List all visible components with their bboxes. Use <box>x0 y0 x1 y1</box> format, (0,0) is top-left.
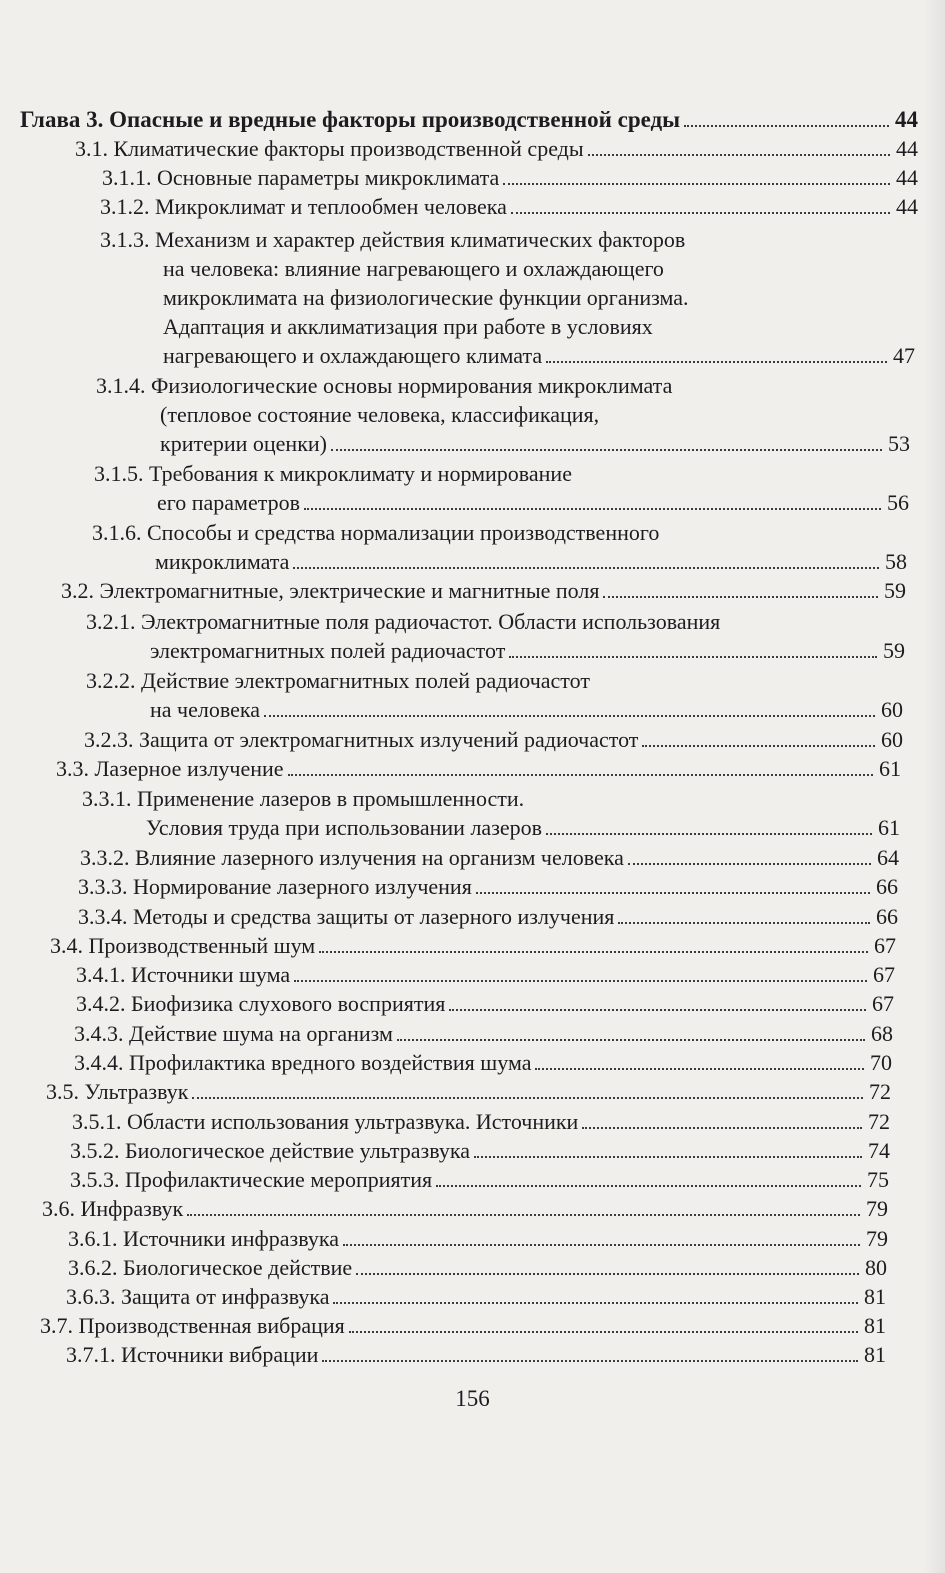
toc-page-number: 70 <box>870 1050 892 1075</box>
toc-section-3-4-1 <box>76 961 895 989</box>
toc-page-number: 44 <box>896 136 918 161</box>
toc-section-3-6-1 <box>68 1225 888 1253</box>
toc-entry-title: 3.5.2. Биологическое действие ультразвука <box>70 1138 470 1163</box>
toc-entry-title: микроклимата <box>155 549 290 574</box>
toc-leader-dots <box>628 863 871 865</box>
toc-section-3-2-2-line-1: 3.2.2. Действие электромагнитных полей радиочастот <box>86 668 590 693</box>
toc-leader-dots <box>509 656 877 658</box>
toc-section-3-1-3-line-5 <box>163 342 915 370</box>
toc-page-number: 58 <box>885 549 907 574</box>
toc-section-3-1-3-line-3: микроклимата на физиологические функции организма. <box>163 285 689 310</box>
toc-entry-title: электромагнитных полей радиочастот <box>150 638 506 663</box>
toc-section-3-1-5-line-2 <box>157 489 909 517</box>
toc-entry-title: 3.1. Климатические факторы производственной среды <box>75 136 584 161</box>
toc-page-number: 60 <box>881 697 903 722</box>
toc-page-number: 53 <box>888 431 910 456</box>
toc-section-3-1-4-line-2: (тепловое состояние человека, классификация, <box>160 402 600 427</box>
toc-page-number: 79 <box>866 1226 888 1251</box>
toc-entry-title: 3.4.4. Профилактика вредного воздействия шума <box>74 1050 532 1075</box>
toc-leader-dots <box>618 922 870 924</box>
toc-chapter-3 <box>20 106 918 134</box>
toc-entry-title: его параметров <box>157 490 300 515</box>
toc-leader-dots <box>331 449 882 451</box>
toc-leader-dots <box>397 1039 865 1041</box>
toc-section-3-1-3-line-1: 3.1.3. Механизм и характер действия климатических факторов <box>100 227 686 252</box>
toc-leader-dots <box>642 745 875 747</box>
toc-section-3-2-1-line-1: 3.2.1. Электромагнитные поля радиочастот. Области использования <box>86 609 721 634</box>
toc-section-3-3-3 <box>78 873 898 901</box>
toc-entry-title: 3.3.2. Влияние лазерного излучения на организм человека <box>80 845 624 870</box>
toc-page-number: 75 <box>867 1167 889 1192</box>
toc-leader-dots <box>546 361 887 363</box>
toc-entry-title: 3.6.1. Источники инфразвука <box>68 1226 339 1251</box>
toc-page-number: 67 <box>872 991 894 1016</box>
toc-page-number: 47 <box>893 343 915 368</box>
toc-entry-title: 3.4.2. Биофизика слухового восприятия <box>76 991 446 1016</box>
toc-leader-dots <box>582 1127 862 1129</box>
toc-section-3-2 <box>61 577 906 605</box>
toc-page-number: 74 <box>868 1138 890 1163</box>
toc-section-3-5-3 <box>70 1166 889 1194</box>
toc-entry-title: 3.5.1. Области использования ультразвука. Источники <box>72 1109 579 1134</box>
toc-section-3-5-2 <box>70 1137 890 1165</box>
toc-section-3-2-2-line-2 <box>150 696 903 724</box>
toc-section-3-3-1-line-2 <box>146 814 900 842</box>
toc-leader-dots <box>293 567 879 569</box>
toc-leader-dots <box>546 833 872 835</box>
toc-section-3-4-3 <box>74 1020 893 1048</box>
toc-leader-dots <box>294 980 867 982</box>
toc-leader-dots <box>449 1009 866 1011</box>
toc-leader-dots <box>187 1214 860 1216</box>
toc-entry-title: 3.6.3. Защита от инфразвука <box>66 1284 330 1309</box>
toc-section-3-1-2 <box>100 193 918 221</box>
toc-section-3-4 <box>50 932 896 960</box>
toc-section-3-6-2 <box>68 1254 887 1282</box>
toc-page-number: 72 <box>869 1079 891 1104</box>
toc-section-3-3 <box>56 755 901 783</box>
toc-section-3-4-2 <box>76 990 894 1018</box>
toc-entry-title: Условия труда при использовании лазеров <box>146 815 543 840</box>
toc-entry-title: 3.7. Производственная вибрация <box>40 1313 345 1338</box>
toc-page-number: 81 <box>864 1342 886 1367</box>
toc-page-number: 81 <box>864 1313 886 1338</box>
toc-section-3-1-3-line-2: на человека: влияние нагревающего и охлаждающего <box>163 256 664 281</box>
toc-section-3-1-1 <box>102 164 918 192</box>
toc-page-number: 60 <box>881 727 903 752</box>
toc-section-3-1-4-line-3 <box>160 430 910 458</box>
toc-page-number: 68 <box>871 1021 893 1046</box>
toc-page-number: 56 <box>887 490 909 515</box>
toc-leader-dots <box>322 1360 858 1362</box>
toc-section-3-7 <box>40 1312 886 1340</box>
toc-leader-dots <box>684 125 889 127</box>
toc-section-3-1-6-line-2 <box>155 548 907 576</box>
toc-leader-dots <box>343 1244 860 1246</box>
toc-entry-title: 3.4.1. Источники шума <box>76 962 291 987</box>
toc-section-3-1 <box>75 135 918 163</box>
toc-leader-dots <box>474 1156 862 1158</box>
toc-leader-dots <box>436 1185 861 1187</box>
toc-leader-dots <box>511 212 890 214</box>
toc-entry-title: 3.1.2. Микроклимат и теплообмен человека <box>100 194 507 219</box>
toc-leader-dots <box>304 508 881 510</box>
toc-entry-title: 3.2. Электромагнитные, электрические и магнитные поля <box>61 578 600 603</box>
toc-page-number: 72 <box>868 1109 890 1134</box>
toc-leader-dots <box>588 154 890 156</box>
toc-page-number: 61 <box>879 756 901 781</box>
toc-entry-title: 3.3.4. Методы и средства защиты от лазерного излучения <box>78 904 615 929</box>
toc-leader-dots <box>535 1068 864 1070</box>
toc-page-number: 44 <box>895 107 918 132</box>
toc-section-3-3-2 <box>80 844 899 872</box>
toc-page-number: 59 <box>883 638 905 663</box>
toc-leader-dots <box>264 715 875 717</box>
toc-page-number: 44 <box>896 165 918 190</box>
toc-section-3-1-3-line-4: Адаптация и акклиматизация при работе в условиях <box>163 314 653 339</box>
toc-leader-dots <box>333 1302 858 1304</box>
toc-section-3-1-5-line-1: 3.1.5. Требования к микроклимату и нормирование <box>94 461 572 486</box>
toc-entry-title: 3.3. Лазерное излучение <box>56 756 284 781</box>
toc-leader-dots <box>603 596 878 598</box>
toc-page-number: 66 <box>876 904 898 929</box>
toc-entry-title: 3.6.2. Биологическое действие <box>68 1255 353 1280</box>
toc-entry-title: 3.6. Инфразвук <box>42 1196 184 1221</box>
toc-section-3-6-3 <box>66 1283 886 1311</box>
toc-page-number: 66 <box>876 874 898 899</box>
toc-section-3-1-4-line-1: 3.1.4. Физиологические основы нормирования микроклимата <box>96 373 673 398</box>
toc-leader-dots <box>319 951 868 953</box>
toc-entry-title: критерии оценки) <box>160 431 327 456</box>
toc-page-number: 67 <box>874 933 896 958</box>
toc-section-3-3-4 <box>78 903 898 931</box>
toc-page-number: 59 <box>884 578 906 603</box>
toc-entry-title: на человека <box>150 697 260 722</box>
toc-section-3-5 <box>46 1078 891 1106</box>
page-footer-number: 156 <box>455 1386 490 1411</box>
toc-leader-dots <box>356 1273 859 1275</box>
toc-entry-title: Глава 3. Опасные и вредные факторы производственной среды <box>20 107 681 132</box>
toc-leader-dots <box>503 183 890 185</box>
toc-entry-title: 3.4.3. Действие шума на организм <box>74 1021 393 1046</box>
toc-page-number: 80 <box>865 1255 887 1280</box>
toc-page-number: 79 <box>866 1196 888 1221</box>
toc-leader-dots <box>349 1331 858 1333</box>
toc-section-3-4-4 <box>74 1049 892 1077</box>
toc-entry-title: 3.1.1. Основные параметры микроклимата <box>102 165 500 190</box>
toc-page-number: 61 <box>878 815 900 840</box>
toc-page-number: 67 <box>873 962 895 987</box>
toc-entry-title: 3.4. Производственный шум <box>50 933 316 958</box>
toc-section-3-5-1 <box>72 1108 890 1136</box>
toc-entry-title: 3.5. Ультразвук <box>46 1079 189 1104</box>
toc-leader-dots <box>192 1097 863 1099</box>
toc-section-3-2-1-line-2 <box>150 637 905 665</box>
toc-entry-title: 3.2.3. Защита от электромагнитных излучений радиочастот <box>84 727 639 752</box>
toc-section-3-2-3 <box>84 726 903 754</box>
toc-entry-title: 3.5.3. Профилактические мероприятия <box>70 1167 433 1192</box>
toc-entry-title: 3.3.3. Нормирование лазерного излучения <box>78 874 472 899</box>
toc-section-3-6 <box>42 1195 888 1223</box>
toc-page-number: 81 <box>864 1284 886 1309</box>
toc-section-3-1-6-line-1: 3.1.6. Способы и средства нормализации производственного <box>92 520 660 545</box>
toc-entry-title: 3.7.1. Источники вибрации <box>66 1342 319 1367</box>
toc-entry-title: нагревающего и охлаждающего климата <box>163 343 543 368</box>
toc-leader-dots <box>476 892 870 894</box>
toc-page-number: 44 <box>896 194 918 219</box>
toc-leader-dots <box>288 774 873 776</box>
toc-section-3-3-1-line-1: 3.3.1. Применение лазеров в промышленности. <box>82 786 525 811</box>
toc-section-3-7-1 <box>66 1341 886 1369</box>
toc-page-number: 64 <box>877 845 899 870</box>
